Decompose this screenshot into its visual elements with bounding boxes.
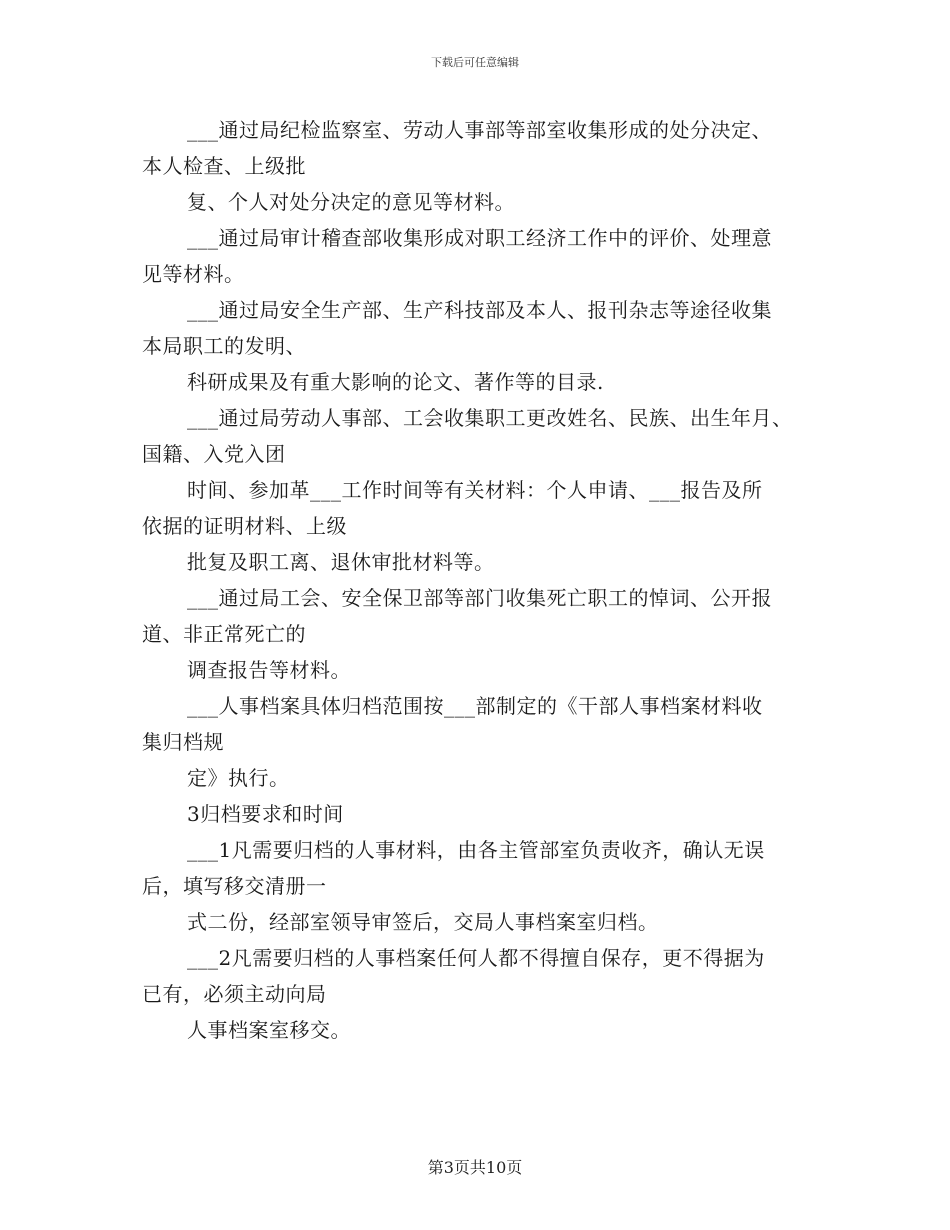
paragraph-line: ___1凡需要归档的人事材料，由各主管部室负责收齐，确认无误	[187, 838, 765, 862]
paragraph-line: ___通过局劳动人事部、工会收集职工更改姓名、民族、出生年月、	[187, 406, 793, 430]
paragraph-line: 科研成果及有重大影响的论文、著作等的目录.	[187, 370, 604, 394]
paragraph-line: 本人检查、上级批	[142, 154, 306, 178]
paragraph-line: ___通过局审计稽查部收集形成对职工经济工作中的评价、处理意	[187, 226, 772, 250]
paragraph-line: ___人事档案具体归档范围按___部制定的《干部人事档案材料收	[187, 694, 763, 718]
paragraph-line: 依据的证明材料、上级	[142, 514, 347, 538]
paragraph-line: 时间、参加革___工作时间等有关材料：个人申请、___报告及所	[187, 478, 763, 502]
paragraph-line: ___2凡需要归档的人事档案任何人都不得擅自保存，更不得据为	[187, 946, 765, 970]
paragraph-line: 道、非正常死亡的	[142, 622, 306, 646]
paragraph-line: 已有，必须主动向局	[142, 982, 327, 1006]
paragraph-line: 人事档案室移交。	[187, 1018, 351, 1042]
paragraph-line: 定》执行。	[187, 766, 290, 790]
page-header: 下载后可任意编辑	[431, 56, 519, 69]
paragraph-line: 见等材料。	[142, 262, 245, 286]
paragraph-line: ___通过局工会、安全保卫部等部门收集死亡职工的悼词、公开报	[187, 586, 772, 610]
paragraph-line: 批复及职工离、退休审批材料等。	[187, 550, 495, 574]
paragraph-line: ___通过局纪检监察室、劳动人事部等部室收集形成的处分决定、	[187, 118, 772, 142]
paragraph-line: 3归档要求和时间	[187, 802, 344, 826]
paragraph-line: 调查报告等材料。	[187, 658, 351, 682]
paragraph-line: 集归档规	[142, 730, 224, 754]
paragraph-line: 复、个人对处分决定的意见等材料。	[187, 190, 515, 214]
paragraph-line: 式二份，经部室领导审签后，交局人事档案室归档。	[187, 910, 659, 934]
paragraph-line: 国籍、入党入团	[142, 442, 286, 466]
paragraph-line: 本局职工的发明、	[142, 334, 306, 358]
page-number: 第3页共10页	[427, 1158, 523, 1177]
paragraph-line: 后，填写移交清册一	[142, 874, 327, 898]
document-body	[142, 112, 822, 1048]
paragraph-line: ___通过局安全生产部、生产科技部及本人、报刊杂志等途径收集	[187, 298, 772, 322]
